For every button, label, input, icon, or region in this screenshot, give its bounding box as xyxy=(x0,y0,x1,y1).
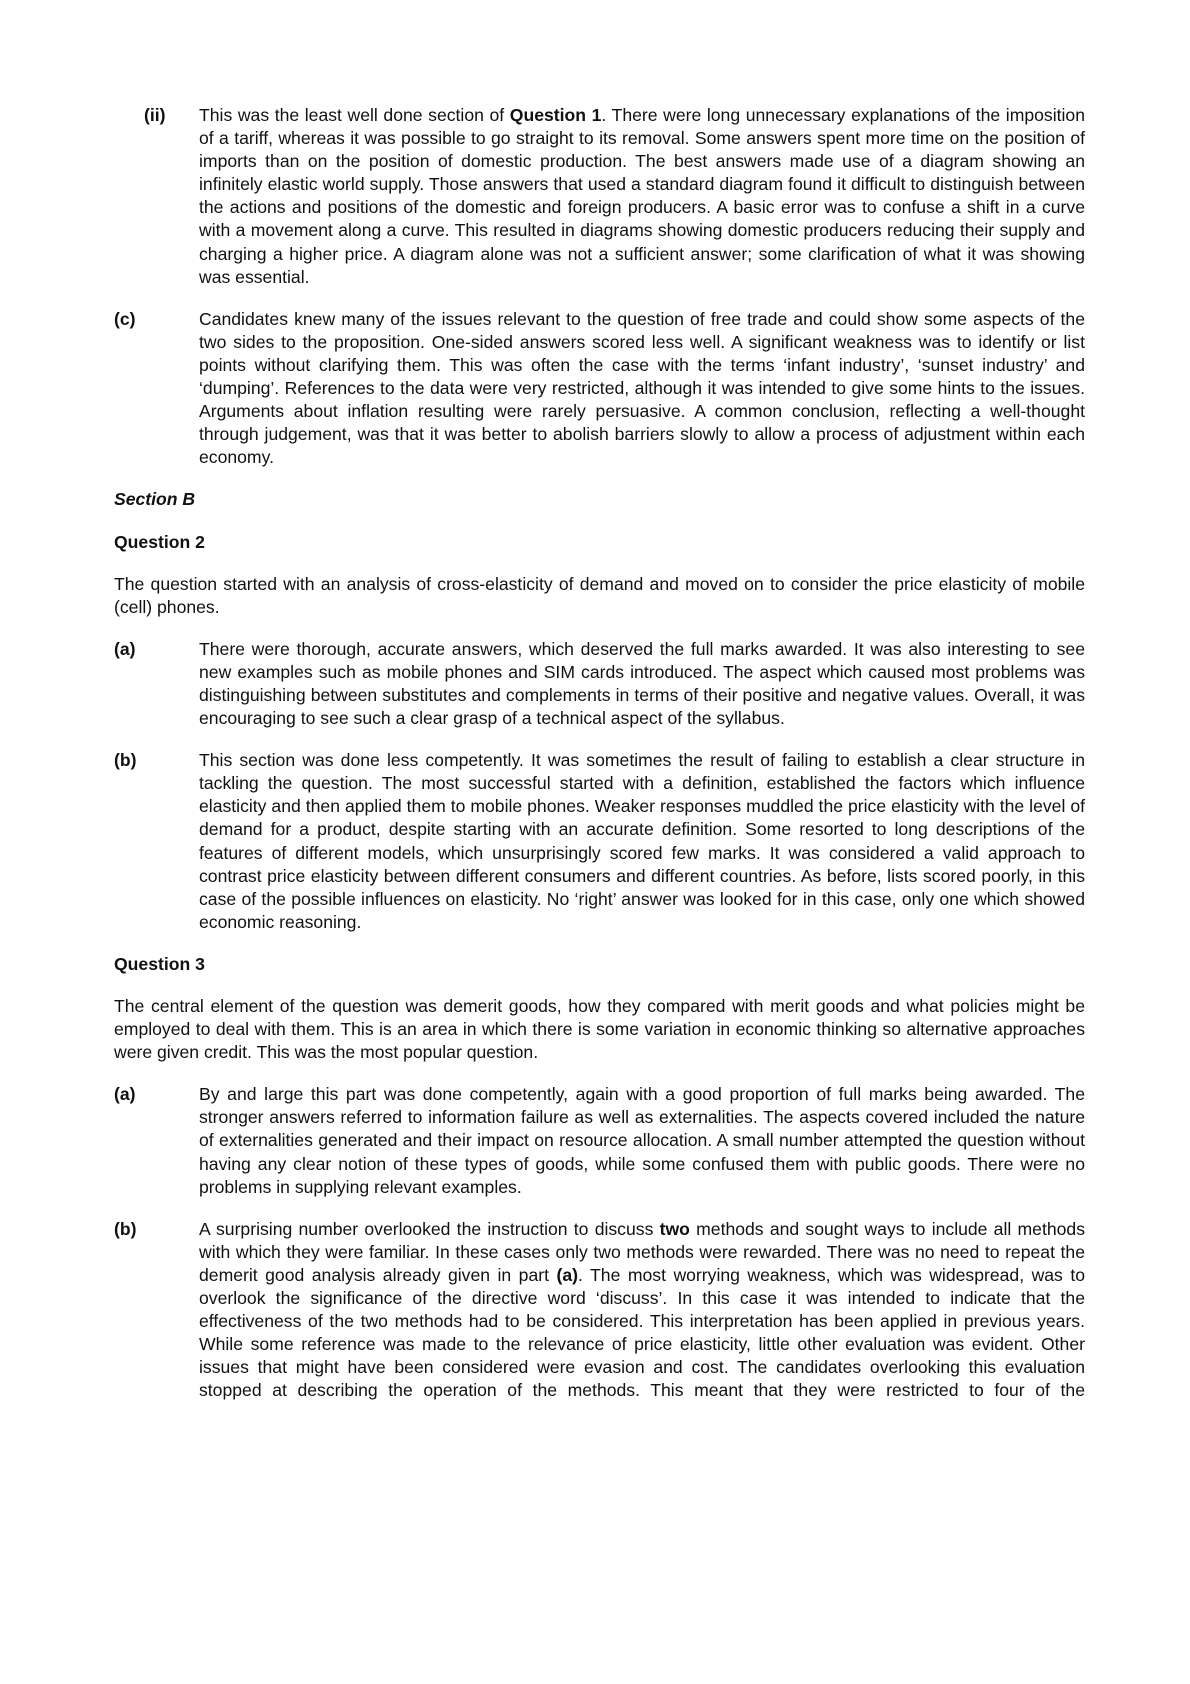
question-intro: The question started with an analysis of cross-elasticity of demand and moved on to consider the price elasticity of mobile (cell) phones. xyxy=(114,573,1085,617)
item-label: (a) xyxy=(114,1084,136,1105)
q3-item-a xyxy=(114,1083,1085,1198)
item-label: (b) xyxy=(114,1218,137,1239)
item-label: (a) xyxy=(114,638,136,659)
item-text: By and large this part was done competently, again with a good proportion of full marks being awarded. The stronger answers referred to information failure as well as externalities. The aspects covered included the nature of externalities generated and their impact on resource allocation. A small number attempted the question without having any clear notion of these types of goods, while some confused them with public goods. There were no problems in supplying relevant examples. xyxy=(199,1084,1085,1197)
q3-item-b xyxy=(114,1218,1085,1403)
item-text: Candidates knew many of the issues relevant to the question of free trade and could show some aspects of the two sides to the proposition. One-sided answers scored less well. A significant weakness was to identify or list points without clarifying them. This was often the case with the terms ‘infant industry’, ‘sunset industry’ and ‘dumping’. References to the data were very restricted, although it was intended to give some hints to the issues. Arguments about inflation resulting were rarely persuasive. A common conclusion, reflecting a well-thought through judgement, was that it was better to abolish barriers slowly to allow a process of adjustment within each economy. xyxy=(199,308,1085,468)
item-label: (b) xyxy=(114,750,137,771)
item-text: A surprising number overlooked the instruction to discuss two methods and sought ways to include all methods with which they were familiar. In these cases only two methods were rewarded. There was no need to repeat the demerit good analysis already given in part (a). The most worrying weakness, which was widespread, was to overlook the significance of the directive word ‘discuss’. In this case it was intended to indicate that the effectiveness of the two methods had to be considered. This interpretation has been applied in previous years. While some reference was made to the relevance of price elasticity, little other evaluation was evident. Other issues that might have been considered were evasion and cost. The candidates overlooking this evaluation stopped at describing the operation of the methods. This meant that they were restricted to four of the xyxy=(199,1218,1085,1401)
question-heading: Question 3 xyxy=(114,953,205,974)
item-label: (c) xyxy=(114,308,136,329)
question-intro: The central element of the question was demerit goods, how they compared with merit goods and what policies might be employed to deal with them. This is an area in which there is some variation in economic thinking so alternative approaches were given credit. This was the most popular question. xyxy=(114,996,1085,1063)
item-label: (ii) xyxy=(144,105,166,125)
q2-item-a xyxy=(114,638,1085,730)
item-c xyxy=(114,308,1085,470)
item-text: This section was done less competently. It was sometimes the result of failing to establish a clear structure in tackling the question. The most successful started with a definition, established the factors which influence elasticity and then applied them to mobile phones. Weaker responses muddled the price elasticity with the level of demand for a product, despite starting with an accurate definition. Some resorted to long descriptions of the features of different models, which unsurprisingly scored few marks. It was considered a valid approach to contrast price elasticity between different consumers and different countries. As before, lists scored poorly, in this case of the possible influences on elasticity. No ‘right’ answer was looked for in this case, only one which showed economic reasoning. xyxy=(199,750,1085,932)
q2-item-b xyxy=(114,749,1085,934)
item-text: There were thorough, accurate answers, which deserved the full marks awarded. It was also interesting to see new examples such as mobile phones and SIM cards introduced. The aspect which caused most problems was distinguishing between substitutes and complements in terms of their positive and negative values. Overall, it was encouraging to see such a clear grasp of a technical aspect of the syllabus. xyxy=(199,638,1085,729)
question-heading: Question 2 xyxy=(114,531,205,552)
item-text: This was the least well done section of Question 1. There were long unnecessary explanations of the imposition of a tariff, whereas it was possible to go straight to its removal. Some answers spent more time on the position of imports than on the position of domestic production. The best answers made use of a diagram showing an infinitely elastic world supply. Those answers that used a standard diagram found it difficult to distinguish between the actions and positions of the domestic and foreign producers. A basic error was to confuse a shift in a curve with a movement along a curve. This resulted in diagrams showing domestic producers reducing their supply and charging a higher price. A diagram alone was not a sufficient answer; some clarification of what it was showing was essential. xyxy=(199,105,1085,287)
section-heading: Section B xyxy=(114,489,196,510)
document-page xyxy=(114,104,1085,1403)
item-ii xyxy=(114,104,1085,289)
